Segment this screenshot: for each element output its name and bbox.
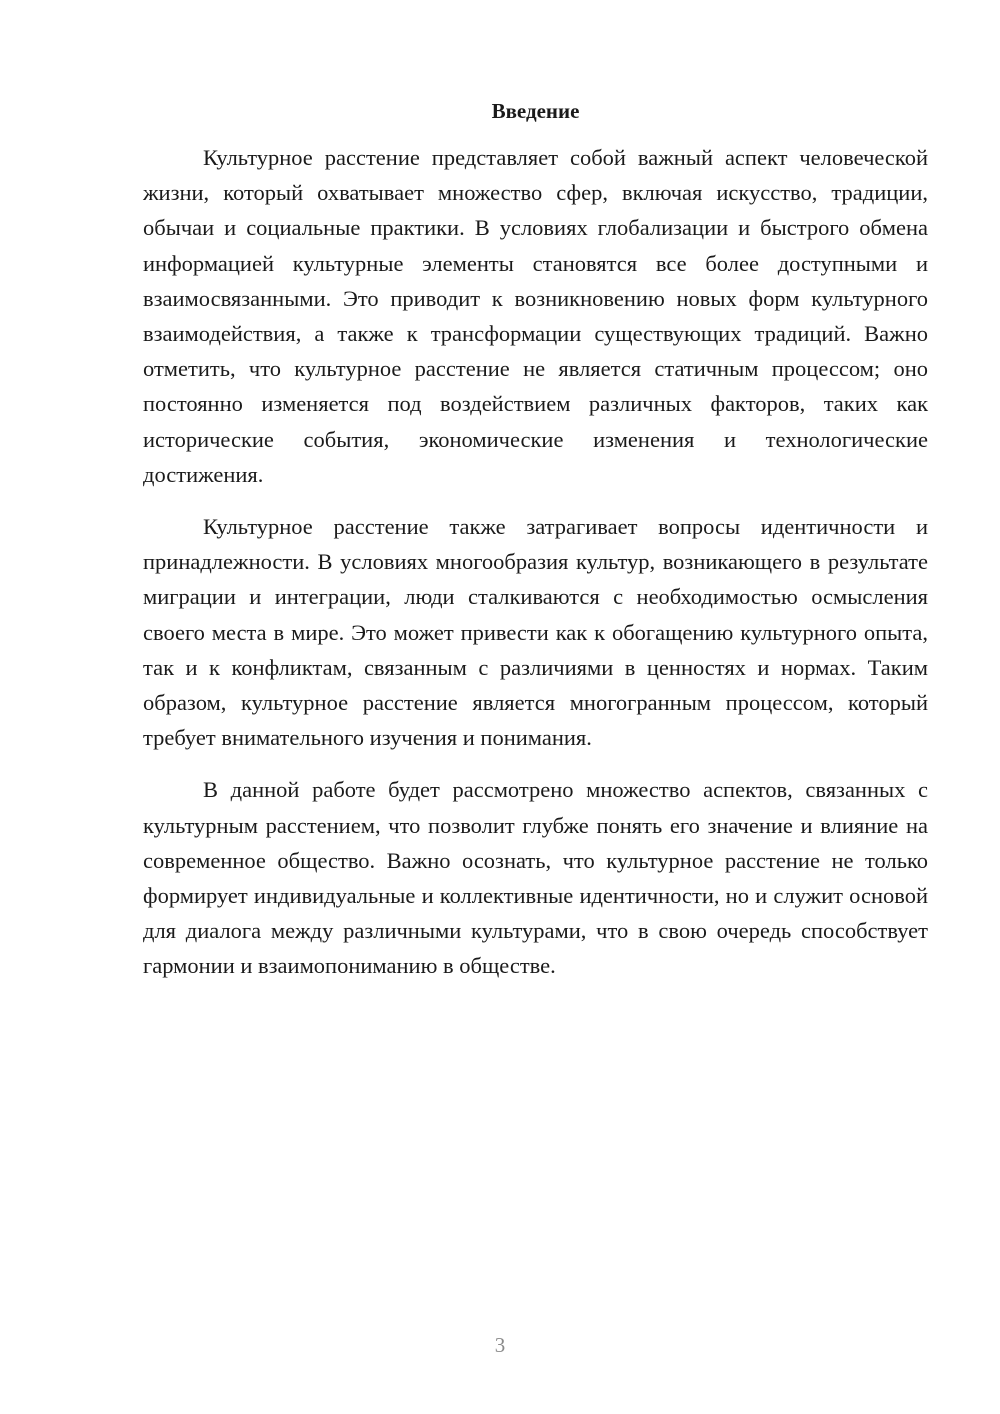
page-number: 3 — [494, 1333, 506, 1357]
section-heading: Введение — [491, 99, 580, 123]
paragraph-2: Культурное расстение также затрагивает вопросы идентичности и принадлежности. В условиях многообразия культур, возникающего в результате миграции и интеграции, люди сталкиваются с необходимостью осмысления своего места в мире. Это может привести как к обогащению культурного опыта, так и к конфликтам, связанным с различиями в ценностях и нормах. Таким образом, культурное расстение является многогранным процессом, который требует внимательного изучения и понимания. — [143, 514, 928, 751]
page-body — [143, 96, 928, 1001]
paragraph-1: Культурное расстение представляет собой важный аспект человеческой жизни, который охватывает множество сфер, включая искусство, традиции, обычаи и социальные практики. В условиях глобализации и быстрого обмена информацией культурные элементы становятся все более доступными и взаимосвязанными. Это приводит к возникновению новых форм культурного взаимодействия, а также к трансформации существующих традиций. Важно отметить, что культурное расстение не является статичным процессом; оно постоянно изменяется под воздействием различных факторов, таких как исторические события, экономические изменения и технологические достижения. — [143, 145, 928, 487]
paragraph-3: В данной работе будет рассмотрено множество аспектов, связанных с культурным расстением, что позволит глубже понять его значение и влияние на современное общество. Важно осознать, что культурное расстение не только формирует индивидуальные и коллективные идентичности, но и служит основой для диалога между различными культурами, что в свою очередь способствует гармонии и взаимопониманию в обществе. — [143, 777, 928, 979]
